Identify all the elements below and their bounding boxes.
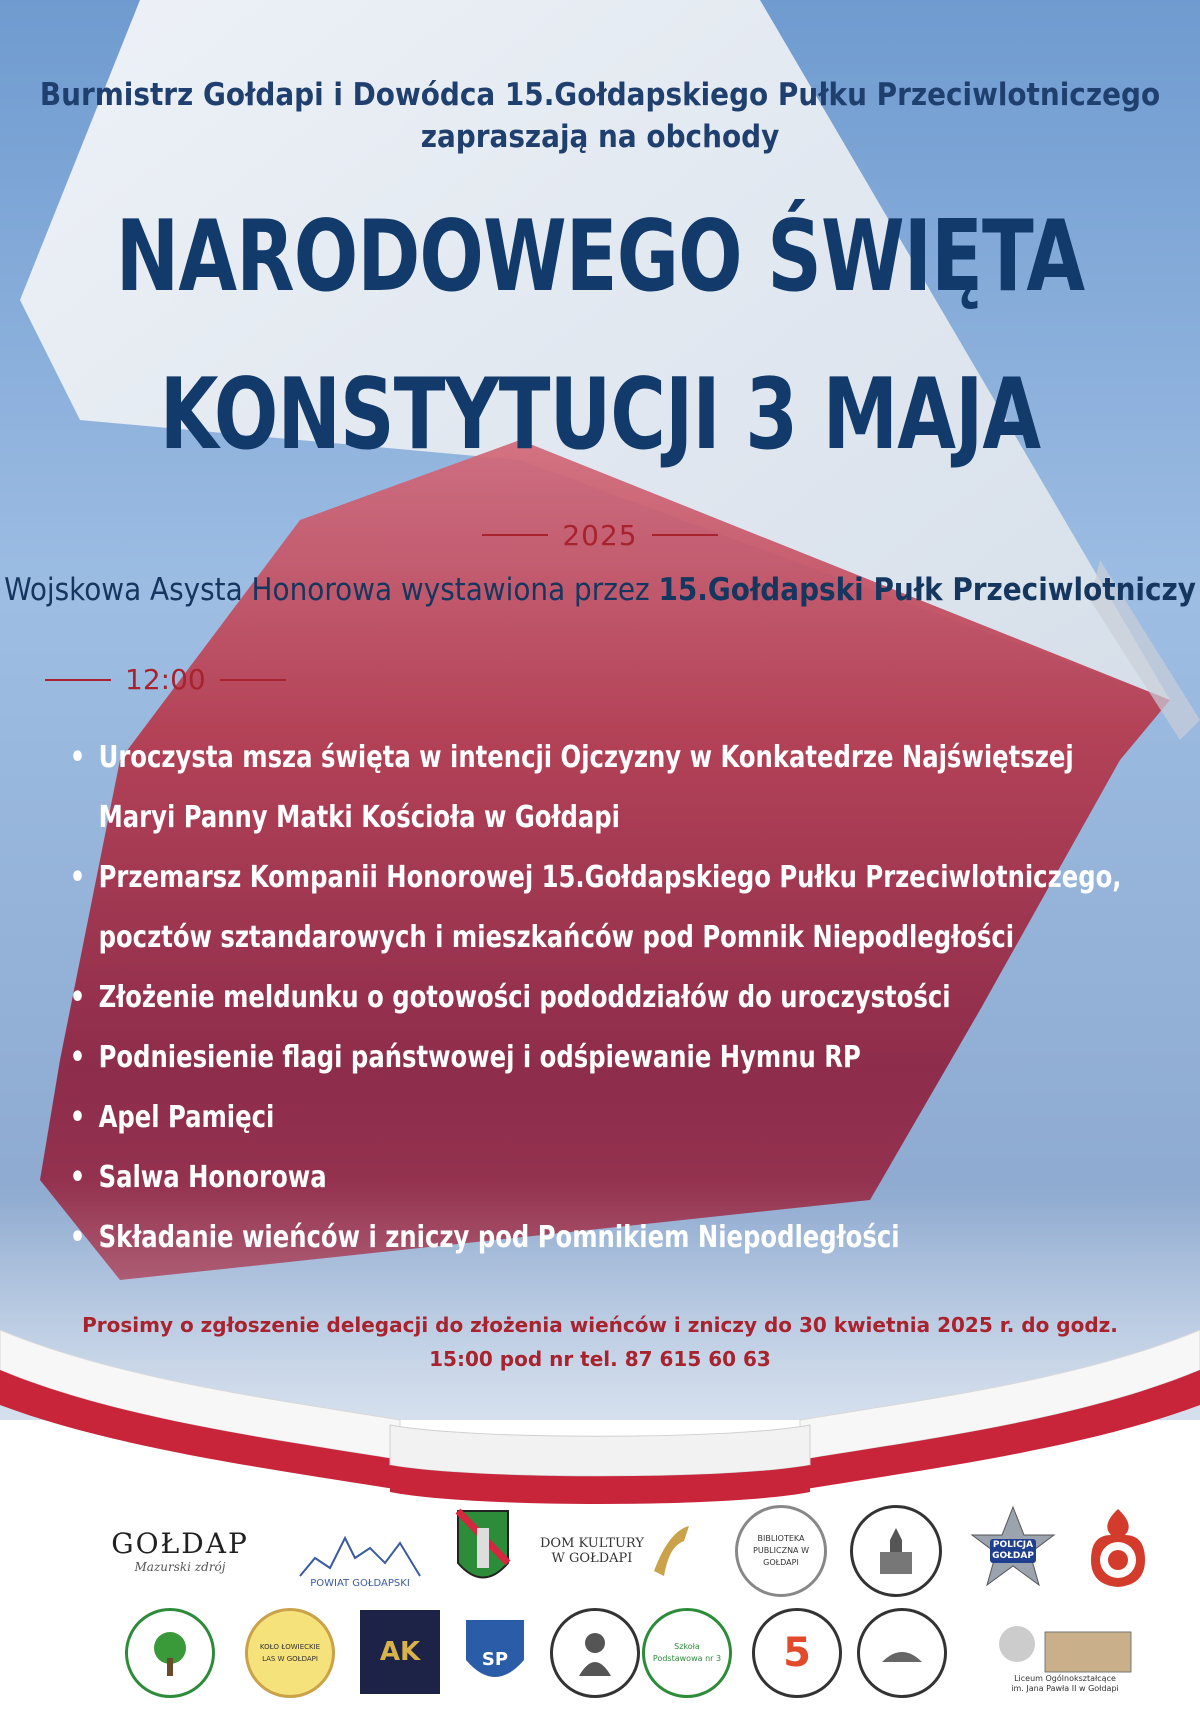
sp-shield-logo xyxy=(462,1610,528,1694)
church-icon xyxy=(876,1526,916,1576)
policja-line-2: GOŁDAP xyxy=(992,1551,1034,1561)
school-3-text: Szkoła Podstawowa nr 3 xyxy=(652,1642,722,1663)
portrait-icon xyxy=(575,1628,615,1678)
time-label: 12:00 xyxy=(125,663,206,696)
divider-left xyxy=(482,534,548,536)
time-divider-right xyxy=(220,679,286,681)
honor-guard-unit: 15.Gołdapski Pułk Przeciwlotniczy xyxy=(658,572,1196,608)
school-1-logo xyxy=(857,1608,947,1698)
nature-club-logo xyxy=(125,1608,215,1698)
program-item: • Złożenie meldunku o gotowości pododdziałów do uroczystości xyxy=(68,968,1067,1028)
program-item-continuation: Maryi Panny Matki Kościoła w Gołdapi xyxy=(98,800,620,835)
title-line-1: NARODOWEGO ŚWIĘTA xyxy=(115,200,1085,314)
registration-note-line-1: Prosimy o zgłoszenie delegacji do złożenia wieńców i zniczy do 30 kwietnia 2025 r. do godz. xyxy=(82,1313,1118,1337)
program-item: • Salwa Honorowa xyxy=(68,1148,1067,1208)
dom-kultury-line-1: DOM KULTURY xyxy=(540,1536,644,1551)
hunting-club-logo xyxy=(245,1608,335,1698)
sponsor-logos-row-2 xyxy=(0,1604,1200,1704)
school-5-logo xyxy=(752,1608,842,1698)
coat-of-arms-icon xyxy=(455,1508,511,1592)
intro-text xyxy=(0,74,1200,158)
program-item: • Podniesienie flagi państwowej i odśpiewanie Hymnu RP xyxy=(68,1028,1067,1088)
policja-text xyxy=(970,1540,1056,1562)
program-item: • Uroczysta msza święta w intencji Ojczyzny w Konkatedrze Najświętszej xyxy=(68,728,1067,788)
parish-logo xyxy=(850,1505,942,1597)
tree-icon xyxy=(145,1628,195,1678)
school-5-number: 5 xyxy=(783,1630,811,1676)
program-item: • Przemarsz Kompanii Honorowej 15.Gołdapskiego Pułku Przeciwlotniczego, xyxy=(68,848,1067,908)
music-note-icon xyxy=(644,1521,694,1581)
hunting-club-text: KOŁO ŁOWIECKIE LAS W GOŁDAPI xyxy=(259,1643,321,1663)
liceum-line-2: im. Jana Pawła II w Gołdapi xyxy=(1011,1684,1119,1693)
dom-kultury-text xyxy=(540,1536,644,1566)
school-4-logo xyxy=(550,1608,640,1698)
program-item: • Apel Pamięci xyxy=(68,1088,1067,1148)
school-building-icon xyxy=(995,1622,1135,1674)
svg-text:SP: SP xyxy=(481,1649,509,1670)
liceum-line-1: Liceum Ogólnokształcące xyxy=(1014,1674,1116,1683)
policja-line-1: POLICJA xyxy=(992,1540,1034,1550)
powiat-goldapski-logo xyxy=(285,1510,435,1590)
year-row xyxy=(0,518,1200,552)
town-skyline-icon xyxy=(295,1528,425,1578)
time-row xyxy=(45,663,286,696)
fire-brigade-icon xyxy=(1075,1505,1161,1591)
school-3-logo xyxy=(642,1608,732,1698)
ak-logo xyxy=(360,1610,440,1694)
biblioteka-text: BIBLIOTEKA PUBLICZNA W GOŁDAPI xyxy=(753,1534,809,1567)
time-divider-left xyxy=(45,679,111,681)
program-item: • Składanie wieńców i zniczy pod Pomnikiem Niepodległości xyxy=(68,1208,1067,1268)
intro-line-1: Burmistrz Gołdapi i Dowódca 15.Gołdapskiego Pułku Przeciwlotniczego xyxy=(39,77,1161,113)
honor-guard-line xyxy=(0,572,1200,608)
coat-of-arms-logo xyxy=(455,1508,511,1592)
liceum-text xyxy=(1011,1674,1119,1694)
sponsor-logos-row-1 xyxy=(0,1500,1200,1600)
liceum-logo xyxy=(990,1610,1140,1694)
title-line-2: KONSTYTUCJI 3 MAJA xyxy=(159,358,1041,472)
powiat-logo-text: POWIAT GOŁDAPSKI xyxy=(310,1578,410,1589)
registration-note xyxy=(60,1308,1140,1376)
honor-guard-prefix: Wojskowa Asysta Honorowa wystawiona przez xyxy=(4,572,659,608)
biblioteka-logo xyxy=(735,1505,827,1597)
registration-note-line-2: 15:00 pod nr tel. 87 615 60 63 xyxy=(429,1347,771,1371)
fire-brigade-logo xyxy=(1075,1505,1161,1591)
year-label: 2025 xyxy=(562,518,638,552)
dom-kultury-logo xyxy=(540,1518,710,1584)
policja-logo xyxy=(970,1505,1056,1591)
program-item-continuation: pocztów sztandarowych i mieszkańców pod Pomnik Niepodległości xyxy=(98,920,1015,955)
dom-kultury-line-2: W GOŁDAPI xyxy=(551,1551,633,1566)
goldap-logo-tagline: Mazurski zdrój xyxy=(134,1559,226,1574)
goldap-logo xyxy=(95,1510,265,1590)
divider-right xyxy=(652,534,718,536)
school-shield-icon xyxy=(462,1610,528,1694)
ak-anchor-text: AK xyxy=(379,1637,421,1667)
program-list xyxy=(68,728,1122,1268)
lamp-icon xyxy=(880,1638,924,1668)
intro-line-2: zapraszają na obchody xyxy=(420,119,780,155)
goldap-logo-text: GOŁDAP xyxy=(111,1526,249,1560)
